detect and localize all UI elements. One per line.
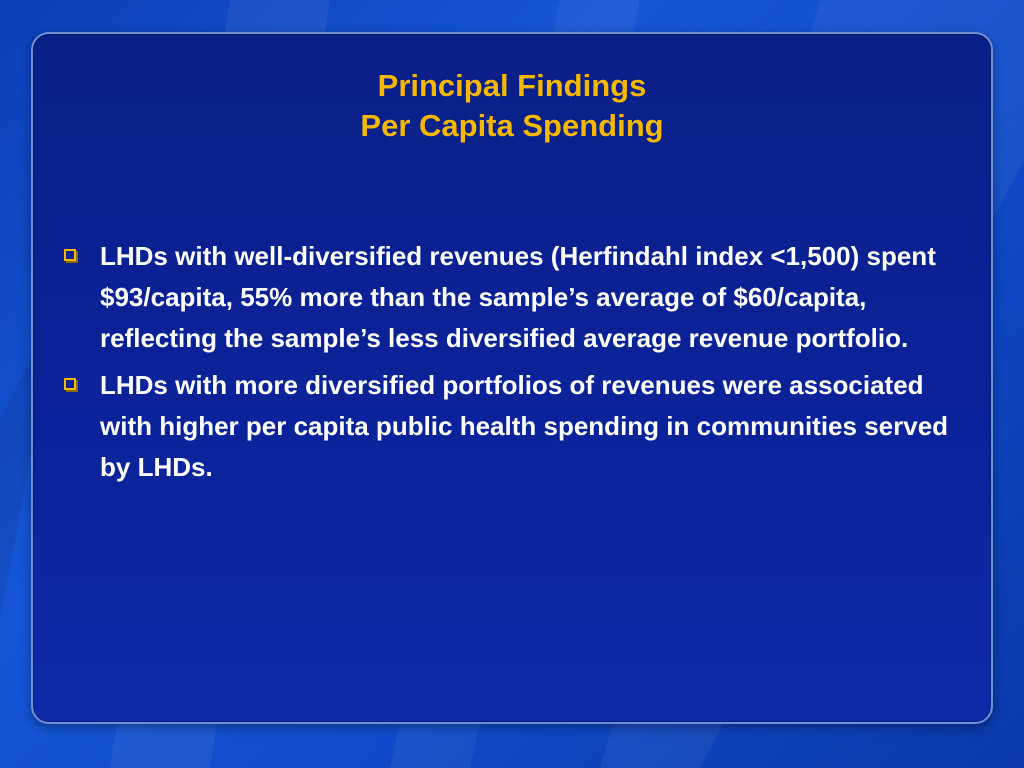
title-line-1: Principal Findings bbox=[377, 68, 647, 103]
title-line-2: Per Capita Spending bbox=[360, 108, 664, 143]
square-bullet-icon bbox=[64, 249, 76, 261]
bullet-item bbox=[62, 365, 972, 488]
bullet-text: LHDs with more diversified portfolios of revenues were associated with higher per capita public health spending in communities served by LHDs. bbox=[100, 370, 949, 482]
slide-title bbox=[0, 66, 1024, 146]
square-bullet-icon bbox=[64, 378, 76, 390]
bullet-text: LHDs with well-diversified revenues (Herfindahl index <1,500) spent $93/capita, 55% more than the sample’s average of $60/capita, reflecting the sample’s less diversified average revenue portfolio. bbox=[100, 241, 936, 353]
bullet-list bbox=[62, 236, 972, 494]
bullet-item bbox=[62, 236, 972, 359]
